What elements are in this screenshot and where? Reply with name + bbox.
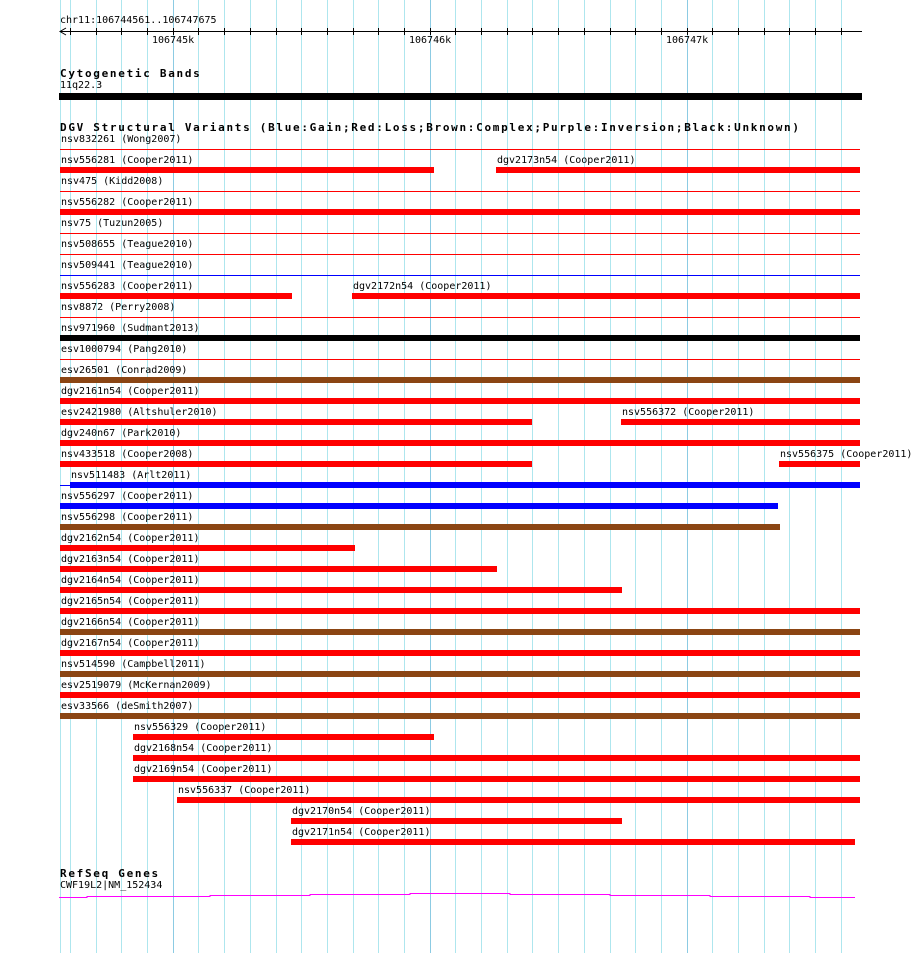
ruler-tick xyxy=(404,28,405,35)
variant-bar[interactable] xyxy=(60,692,860,698)
variant-label[interactable]: dgv2173n54 (Cooper2011) xyxy=(497,155,636,166)
variant-label[interactable]: esv2421980 (Altshuler2010) xyxy=(61,407,218,418)
ruler-tick xyxy=(738,28,739,35)
variant-bar[interactable] xyxy=(291,818,622,824)
variant-bar[interactable] xyxy=(291,839,855,845)
grid-line xyxy=(610,0,611,953)
dgv-track-title: DGV Structural Variants (Blue:Gain;Red:Loss;Brown:Complex;Purple:Inversion;Black:Unknown) xyxy=(60,121,801,134)
variant-bar[interactable] xyxy=(60,461,532,467)
variant-bar[interactable] xyxy=(133,776,860,782)
ruler-tick xyxy=(224,28,225,35)
variant-label[interactable]: dgv2164n54 (Cooper2011) xyxy=(61,575,200,586)
variant-label[interactable]: dgv2169n54 (Cooper2011) xyxy=(134,764,273,775)
variant-label[interactable]: esv2519079 (McKernan2009) xyxy=(61,680,212,691)
variant-label[interactable]: dgv2162n54 (Cooper2011) xyxy=(61,533,200,544)
variant-label[interactable]: nsv556282 (Cooper2011) xyxy=(61,197,194,208)
variant-label[interactable]: dgv2166n54 (Cooper2011) xyxy=(61,617,200,628)
variant-label[interactable]: dgv2161n54 (Cooper2011) xyxy=(61,386,200,397)
ruler-tick xyxy=(610,28,611,35)
variant-label[interactable]: dgv2172n54 (Cooper2011) xyxy=(353,281,492,292)
variant-bar[interactable] xyxy=(496,167,860,173)
gene-intron-line[interactable] xyxy=(59,894,855,898)
cytoband-label: 11q22.3 xyxy=(60,80,103,91)
grid-line xyxy=(584,0,585,953)
variant-bar[interactable] xyxy=(60,650,860,656)
ruler-tick xyxy=(584,28,585,35)
ruler-axis[interactable] xyxy=(60,31,862,32)
variant-bar[interactable] xyxy=(60,566,497,572)
variant-line[interactable] xyxy=(60,275,860,276)
variant-label[interactable]: esv26501 (Conrad2009) xyxy=(61,365,188,376)
variant-bar[interactable] xyxy=(60,713,860,719)
tick-label: 106746k xyxy=(409,35,452,46)
variant-label[interactable]: dgv2171n54 (Cooper2011) xyxy=(292,827,431,838)
ruler-tick xyxy=(661,28,662,35)
ruler-tick xyxy=(173,28,174,35)
variant-bar[interactable] xyxy=(621,419,860,425)
ruler-tick xyxy=(532,28,533,35)
variant-line[interactable] xyxy=(60,191,860,192)
variant-bar[interactable] xyxy=(779,461,860,467)
variant-bar[interactable] xyxy=(133,755,860,761)
variant-label[interactable]: nsv556283 (Cooper2011) xyxy=(61,281,194,292)
grid-line xyxy=(789,0,790,953)
variant-line[interactable] xyxy=(60,317,860,318)
refseq-track-title: RefSeq Genes xyxy=(60,867,160,880)
variant-label[interactable]: dgv2168n54 (Cooper2011) xyxy=(134,743,273,754)
variant-label[interactable]: nsv508655 (Teague2010) xyxy=(61,239,194,250)
cytoband-bar[interactable] xyxy=(59,93,862,100)
grid-line xyxy=(224,0,225,953)
variant-label[interactable]: nsv75 (Tuzun2005) xyxy=(61,218,164,229)
tick-label: 106745k xyxy=(152,35,195,46)
variant-bar[interactable] xyxy=(60,167,434,173)
variant-bar[interactable] xyxy=(60,503,778,509)
grid-line xyxy=(841,0,842,953)
variant-bar[interactable] xyxy=(133,734,434,740)
variant-label[interactable]: dgv2170n54 (Cooper2011) xyxy=(292,806,431,817)
variant-bar[interactable] xyxy=(60,587,622,593)
grid-line xyxy=(764,0,765,953)
ruler-tick xyxy=(815,28,816,35)
grid-line xyxy=(558,0,559,953)
variant-label[interactable]: nsv556281 (Cooper2011) xyxy=(61,155,194,166)
ruler-tick xyxy=(147,28,148,35)
ruler-tick xyxy=(455,28,456,35)
variant-label[interactable]: nsv556375 (Cooper2011) xyxy=(780,449,912,460)
ruler-tick xyxy=(301,28,302,35)
variant-label[interactable]: nsv556298 (Cooper2011) xyxy=(61,512,194,523)
variant-label[interactable]: dgv2165n54 (Cooper2011) xyxy=(61,596,200,607)
variant-bar[interactable] xyxy=(70,482,860,488)
variant-label[interactable]: dgv240n67 (Park2010) xyxy=(61,428,182,439)
variant-label[interactable]: nsv556297 (Cooper2011) xyxy=(61,491,194,502)
ruler-tick xyxy=(198,28,199,35)
variant-label[interactable]: nsv509441 (Teague2010) xyxy=(61,260,194,271)
grid-line xyxy=(250,0,251,953)
grid-line xyxy=(507,0,508,953)
grid-line xyxy=(532,0,533,953)
ruler-tick xyxy=(481,28,482,35)
gene-model[interactable] xyxy=(0,888,890,902)
variant-label[interactable]: nsv556372 (Cooper2011) xyxy=(622,407,755,418)
variant-bar[interactable] xyxy=(60,209,860,215)
ruler-tick xyxy=(687,28,688,35)
ruler-tick xyxy=(507,28,508,35)
variant-label[interactable]: nsv514590 (Campbell2011) xyxy=(61,659,206,670)
ruler-tick xyxy=(712,28,713,35)
variant-bar[interactable] xyxy=(60,398,860,404)
ruler-tick xyxy=(96,28,97,35)
variant-bar[interactable] xyxy=(60,440,860,446)
variant-label[interactable]: nsv475 (Kidd2008) xyxy=(61,176,164,187)
variant-line[interactable] xyxy=(60,485,70,486)
variant-label[interactable]: nsv556337 (Cooper2011) xyxy=(178,785,311,796)
grid-line xyxy=(815,0,816,953)
scroll-left-arrow-icon[interactable] xyxy=(59,27,67,36)
variant-bar[interactable] xyxy=(60,629,860,635)
grid-line xyxy=(276,0,277,953)
ruler-tick xyxy=(327,28,328,35)
ruler-tick xyxy=(430,28,431,35)
grid-line xyxy=(455,0,456,953)
grid-line xyxy=(198,0,199,953)
ruler-tick xyxy=(789,28,790,35)
variant-label[interactable]: nsv511483 (Arlt2011) xyxy=(71,470,192,481)
variant-bar[interactable] xyxy=(60,335,860,341)
grid-line xyxy=(738,0,739,953)
variant-bar[interactable] xyxy=(177,797,860,803)
ruler-tick xyxy=(635,28,636,35)
ruler-location: chr11:106744561..106747675 xyxy=(60,15,217,26)
ruler-tick xyxy=(276,28,277,35)
grid-line xyxy=(635,0,636,953)
ruler-tick xyxy=(70,28,71,35)
variant-line[interactable] xyxy=(60,149,860,150)
variant-label[interactable]: esv33566 (deSmith2007) xyxy=(61,701,194,712)
grid-line xyxy=(661,0,662,953)
variant-line[interactable] xyxy=(60,254,860,255)
variant-bar[interactable] xyxy=(60,419,532,425)
grid-line xyxy=(687,0,688,953)
variant-bar[interactable] xyxy=(60,524,780,530)
ruler-tick xyxy=(841,28,842,35)
ruler-tick xyxy=(121,28,122,35)
gene-label[interactable]: CWF19L2|NM_152434 xyxy=(60,880,163,891)
variant-label[interactable]: nsv971960 (Sudmant2013) xyxy=(61,323,200,334)
variant-bar[interactable] xyxy=(60,377,860,383)
variant-label[interactable]: esv1000794 (Pang2010) xyxy=(61,344,188,355)
variant-label[interactable]: nsv433518 (Cooper2008) xyxy=(61,449,194,460)
grid-line xyxy=(712,0,713,953)
variant-bar[interactable] xyxy=(60,608,860,614)
cytoband-track-title: Cytogenetic Bands xyxy=(60,67,202,80)
variant-label[interactable]: nsv832261 (Wong2007) xyxy=(61,134,182,145)
ruler-tick xyxy=(353,28,354,35)
variant-bar[interactable] xyxy=(352,293,860,299)
ruler-tick xyxy=(764,28,765,35)
ruler-tick xyxy=(250,28,251,35)
ruler-tick xyxy=(558,28,559,35)
variant-label[interactable]: nsv556329 (Cooper2011) xyxy=(134,722,267,733)
variant-bar[interactable] xyxy=(60,545,355,551)
variant-label[interactable]: dgv2163n54 (Cooper2011) xyxy=(61,554,200,565)
variant-bar[interactable] xyxy=(60,293,292,299)
grid-line xyxy=(481,0,482,953)
tick-label: 106747k xyxy=(666,35,709,46)
variant-line[interactable] xyxy=(60,359,860,360)
ruler-tick xyxy=(378,28,379,35)
variant-label[interactable]: dgv2167n54 (Cooper2011) xyxy=(61,638,200,649)
variant-label[interactable]: nsv8872 (Perry2008) xyxy=(61,302,176,313)
variant-bar[interactable] xyxy=(60,671,860,677)
variant-line[interactable] xyxy=(60,233,860,234)
